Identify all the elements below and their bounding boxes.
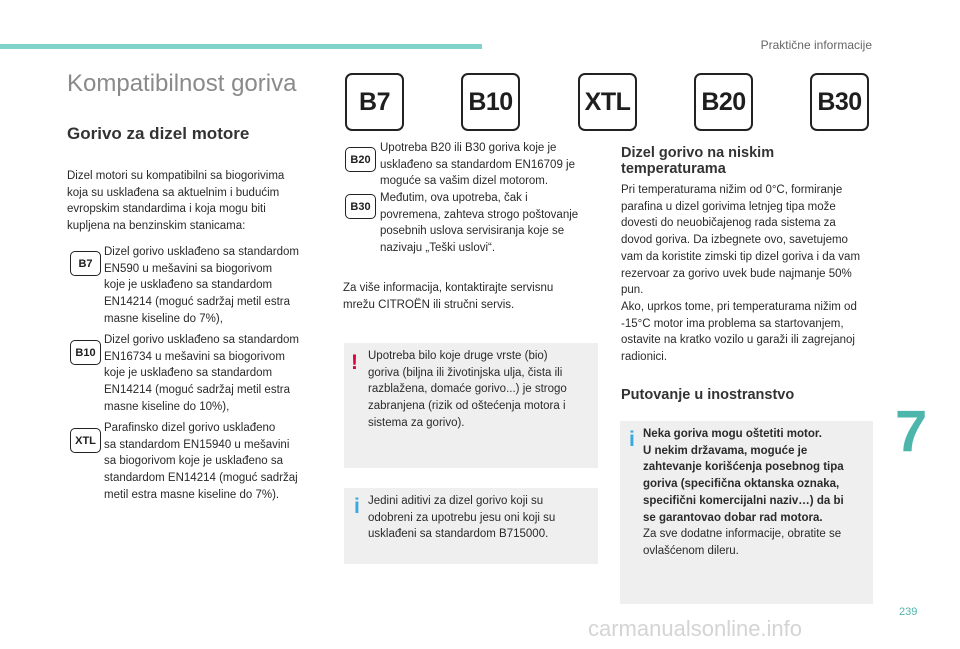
travel-heading: Putovanje u inostranstvo: [621, 387, 795, 403]
b7-description: Dizel gorivo usklađeno sa standardom EN590 u mešavini sa biogorivom koje je usklađeno sa standardom EN14214 (moguć sadržaj metil estra masne kiseline do 7%),: [104, 246, 299, 325]
badge-xtl: XTL: [578, 73, 637, 131]
info-icon: i: [629, 428, 635, 451]
b7-badge-small: B7: [70, 251, 101, 276]
diesel-heading: Gorivo za dizel motore: [67, 124, 250, 143]
badge-b7: B7: [345, 73, 404, 131]
cold-text: Pri temperaturama nižim od 0°C, formiranje parafina u dizel gorivima letnjeg tipa može dovesti do neuobičajenog rada sistema za dovod goriva. Da izbegnete ovo, savetujemo vam da koristite zimski tip dizel goriva i da vam rezervoar za gorivo uvek bude najmanje 50% pun. Ako, uprkos tome, pri temperaturama nižim od -15°C motor ima problema sa startovanjem, ostavite na kratko vozilo u garaži ili zagrejanoj radionici.: [621, 184, 861, 364]
header-accent-bar: [0, 44, 482, 49]
b30-description: Međutim, ova upotreba, čak i povremena, zahteva strogo poštovanje posebnih uslova servisiranja koje se nazivaju „Teški uslovi“.: [380, 192, 579, 255]
xtl-description: Parafinsko dizel gorivo usklađeno sa standardom EN15940 u mešavini sa biogorivom koje je usklađeno sa standardom EN14214 (moguć sadržaj metil estra masne kiseline do 7%).: [104, 422, 298, 501]
page-number: 239: [899, 606, 918, 618]
header-title: Praktične informacije: [760, 38, 872, 52]
additives-note-box: [344, 488, 598, 564]
badge-b10: B10: [461, 73, 520, 131]
chapter-number: 7: [895, 399, 928, 464]
xtl-badge-small: XTL: [70, 428, 101, 453]
info-icon: i: [354, 495, 360, 518]
b20-description: Upotreba B20 ili B30 goriva koje je usklađeno sa standardom EN16709 je moguće sa vašim dizel motorom.: [380, 142, 575, 188]
b20-badge-small: B20: [345, 147, 376, 172]
b10-badge-small: B10: [70, 340, 101, 365]
travel-note-text: Neka goriva mogu oštetiti motor. U nekim državama, moguće je zahtevanje korišćenja posebnog tipa goriva (specifična oktanska oznaka, specifični komercijalni naziv…) da bi se garantovao dobar rad motora. Za sve dodatne informacije, obratite se ovlašćenom dileru.: [643, 428, 844, 557]
diesel-intro: Dizel motori su kompatibilni sa biogorivima koja su usklađena sa aktuelnim i budućim evropskim standardima i koja mogu biti kupljena na benzinskim stanicama:: [67, 170, 285, 233]
warning-text: Upotreba bilo koje druge vrste (bio) goriva (biljna ili životinjska ulja, čista ili razblažena, domaće gorivo...) je strogo zabranjena (rizik od oštećenja motora i sistema za gorivo).: [368, 350, 567, 429]
cold-heading: Dizel gorivo na niskim temperaturama: [621, 145, 775, 177]
badge-b30: B30: [810, 73, 869, 131]
additives-note-text: Jedini aditivi za dizel gorivo koji su odobreni za upotrebu jesu oni koji su usklađeni sa standardom B715000.: [368, 495, 556, 541]
badge-b20: B20: [694, 73, 753, 131]
b10-description: Dizel gorivo usklađeno sa standardom EN16734 u mešavini sa biogorivom koje je usklađeno sa standardom EN14214 (moguć sadržaj metil estra masne kiseline do 10%),: [104, 334, 299, 413]
warning-box: [344, 343, 598, 468]
contact-info: Za više informacija, kontaktirajte servisnu mrežu CITROËN ili stručni servis.: [343, 282, 554, 311]
watermark: carmanualsonline.info: [588, 616, 803, 641]
b30-badge-small: B30: [345, 194, 376, 219]
section-title: Kompatibilnost goriva: [67, 70, 297, 97]
warning-icon: !: [351, 351, 358, 374]
travel-note-box: [620, 421, 873, 604]
